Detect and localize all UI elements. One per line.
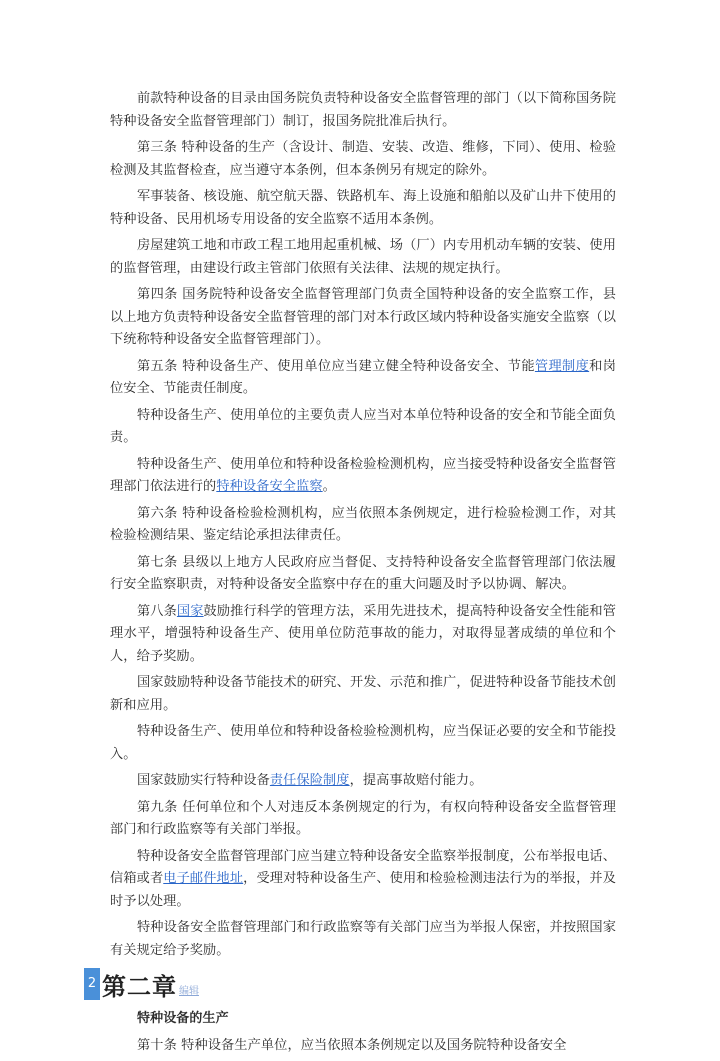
paragraph-text: ，受理对特种设备生产、使用和检验检测违法行为的举报，并及时予以处理。: [110, 871, 616, 909]
paragraph-text: 第六条 特种设备检验检测机构，应当依照本条例规定，进行检验检测工作，对其检验检测结果、鉴定结论承担法律责任。: [110, 505, 616, 543]
paragraph: [110, 405, 616, 450]
paragraph-text: 特种设备生产、使用单位的主要负责人应当对本单位特种设备的安全和节能全面负责。: [110, 407, 616, 445]
paragraph: [110, 186, 616, 231]
paragraph-text: 前款特种设备的目录由国务院负责特种设备安全监督管理的部门（以下简称国务院特种设备安全监督管理部门）制订，报国务院批准后执行。: [110, 91, 616, 129]
paragraph-text: 第八条: [137, 603, 177, 619]
paragraph: [110, 235, 616, 280]
paragraph: [110, 721, 616, 766]
paragraph: [110, 797, 616, 842]
document-body: [87, 88, 616, 1061]
paragraph-list: [110, 88, 616, 962]
paragraph: [110, 601, 616, 669]
paragraph-text: 鼓励推行科学的管理方法，采用先进技术，提高特种设备安全性能和管理水平，增强特种设备生产、使用单位防范事故的能力，对取得显著成绩的单位和个人，给予奖励。: [110, 603, 616, 664]
chapter-number-badge: 2: [84, 968, 100, 1000]
inline-link[interactable]: 管理制度: [534, 358, 590, 374]
paragraph: [110, 770, 616, 793]
paragraph: [110, 672, 616, 717]
paragraph: [110, 552, 616, 597]
paragraph: [110, 88, 616, 133]
paragraph-text: 第三条 特种设备的生产（含设计、制造、安装、改造、维修，下同）、使用、检验检测及其监督检查，应当遵守本条例，但本条例另有规定的除外。: [110, 140, 616, 178]
paragraph-text: ，提高事故赔付能力。: [349, 773, 483, 788]
paragraph-text: 第九条 任何单位和个人对违反本条例规定的行为，有权向特种设备安全监督管理部门和行政监察等有关部门举报。: [110, 799, 616, 837]
chapter-heading: [84, 966, 616, 1002]
paragraph-text: 国家鼓励特种设备节能技术的研究、开发、示范和推广，促进特种设备节能技术创新和应用。: [110, 675, 616, 713]
inline-link[interactable]: 责任保险制度: [269, 773, 350, 788]
inline-link[interactable]: 国家: [176, 603, 204, 619]
paragraph: [110, 454, 616, 499]
paragraph-text: 第五条 特种设备生产、使用单位应当建立健全特种设备安全、节能: [137, 358, 535, 374]
edit-link[interactable]: 编辑: [179, 985, 199, 997]
section-label: 特种设备的生产: [137, 1011, 229, 1026]
paragraph: 第十条 特种设备生产单位，应当依照本条例规定以及国务院特种设备安全: [137, 1037, 567, 1053]
paragraph-text: 特种设备安全监督管理部门和行政监察等有关部门应当为举报人保密，并按照国家有关规定给予奖励。: [110, 920, 616, 958]
paragraph-text: 房屋建筑工地和市政工程工地用起重机械、场（厂）内专用机动车辆的安装、使用的监督管理，由建设行政主管部门依照有关法律、法规的规定执行。: [110, 238, 616, 276]
paragraph-text: 。: [322, 479, 336, 494]
chapter-title: 第二章: [102, 972, 177, 1001]
paragraph-text: 第四条 国务院特种设备安全监督管理部门负责全国特种设备的安全监察工作，县以上地方负责特种设备安全监督管理的部门对本行政区域内特种设备实施安全监察（以下统称特种设备安全监督管理部门）。: [110, 287, 616, 347]
paragraph-text: 特种设备生产、使用单位和特种设备检验检测机构，应当保证必要的安全和节能投入。: [110, 724, 616, 762]
paragraph: [110, 917, 616, 962]
paragraph-text: 军事装备、核设施、航空航天器、铁路机车、海上设施和船舶以及矿山井下使用的特种设备、民用机场专用设备的安全监察不适用本条例。: [110, 189, 616, 227]
paragraph-text: 和岗位安全、节能责任制度。: [110, 358, 616, 396]
paragraph: [110, 503, 616, 548]
paragraph: [110, 846, 616, 914]
inline-link[interactable]: 特种设备安全监察: [216, 479, 323, 494]
paragraph-text: 特种设备安全监督管理部门应当建立特种设备安全监察举报制度，公布举报电话、信箱或者: [110, 848, 616, 886]
paragraph: [110, 137, 616, 182]
paragraph: [110, 356, 616, 401]
inline-link[interactable]: 电子邮件地址: [163, 871, 244, 886]
paragraph: [110, 284, 616, 352]
paragraph-text: 国家鼓励实行特种设备: [137, 773, 270, 788]
paragraph-text: 第七条 县级以上地方人民政府应当督促、支持特种设备安全监督管理部门依法履行安全监察职责，对特种设备安全监察中存在的重大问题及时予以协调、解决。: [110, 554, 616, 592]
paragraph-text: 特种设备生产、使用单位和特种设备检验检测机构，应当接受特种设备安全监督管理部门依法进行的: [110, 456, 616, 494]
